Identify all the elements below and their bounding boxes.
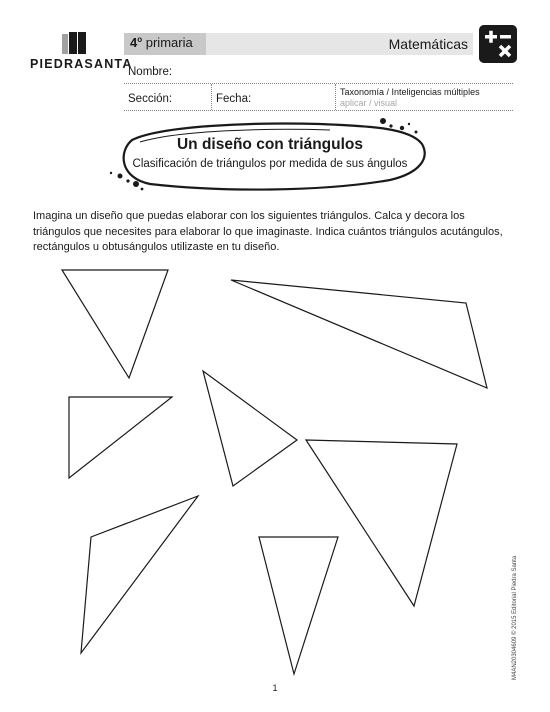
triangle-3 (69, 397, 172, 478)
footer-code: M4AN20304609 © 2015 Editorial Piedra Santa (512, 555, 518, 680)
triangle-4 (203, 371, 297, 486)
taxonomy-value: aplicar / visual (340, 98, 398, 108)
activity-subtitle: Clasificación de triángulos por medida de sus ángulos (132, 158, 408, 170)
page-number: 1 (272, 683, 278, 693)
triangle-5 (306, 440, 457, 606)
logo-text: PIEDRASANTA (30, 57, 133, 71)
name-label: Nombre: (128, 66, 173, 78)
triangle-1 (62, 270, 168, 378)
triangle-7 (259, 537, 338, 674)
triangle-2 (231, 280, 487, 388)
section-label: Sección: (128, 93, 173, 105)
grade-number: 4 (130, 35, 138, 50)
taxonomy-label: Taxonomía / Inteligencias múltiples (340, 87, 480, 97)
subject-title: Matemáticas (388, 36, 468, 52)
activity-title: Un diseño con triángulos (176, 136, 363, 153)
grade-superscript: o (137, 35, 143, 44)
instructions-text: Imagina un diseño que puedas elaborar con los siguientes triángulos. Calca y decora los triángulos que necesites para elaborar lo que imaginaste. Indica cuántos triángulos acutángulos, rectángulos u obtusángulos utilizaste en tu diseño. (33, 210, 503, 253)
date-label: Fecha: (216, 93, 252, 105)
triangle-6 (81, 496, 198, 653)
grade-level: primaria (145, 35, 193, 50)
